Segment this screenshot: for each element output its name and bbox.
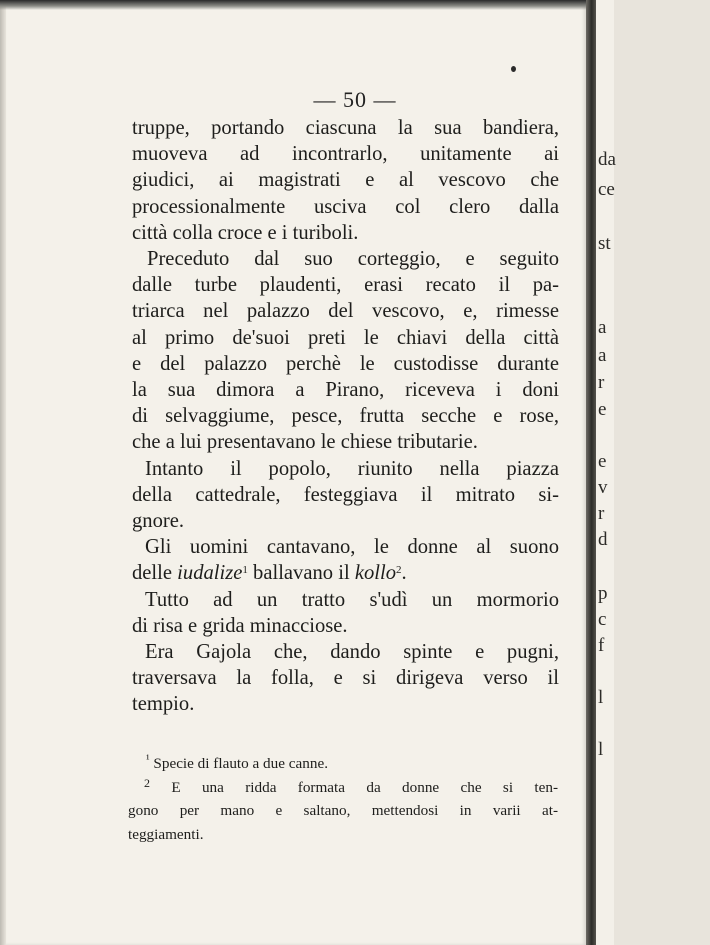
footnote-text-line: teggiamenti. (128, 825, 204, 843)
text-fragment: . (401, 562, 407, 585)
footnote-1 (128, 752, 558, 776)
text-line: città colla croce e i turiboli. (132, 221, 359, 244)
facing-page-text: da (598, 149, 616, 170)
text-line: la sua dimora a Pirano, riceveva i doni (132, 379, 559, 402)
footnotes (128, 752, 558, 846)
text-line: di risa e grida minacciose. (132, 614, 348, 637)
footnote-mark-1: ¹ (146, 752, 150, 766)
text-line: dalle turbe plaudenti, erasi recato il pa- (132, 274, 559, 297)
text-line: muoveva ad incontrarlo, unitamente ai (132, 143, 559, 166)
page-number: — 50 — (313, 87, 397, 112)
text-line: al primo de'suoi preti le chiavi della città (132, 326, 559, 349)
facing-page-text: r (598, 503, 605, 524)
footnote-2 (128, 776, 558, 800)
italic-term-iudalize: iudalize (177, 562, 243, 585)
text-line: tempio. (132, 693, 195, 716)
text-line: che a lui presentavano le chiese tributarie. (132, 431, 478, 454)
text-fragment: delle (132, 562, 178, 585)
text-fragment: ballavano il (247, 562, 355, 585)
facing-page-text: e (598, 451, 607, 472)
facing-page-fragment (596, 0, 614, 945)
text-line: truppe, portando ciascuna la sua bandiera, (132, 117, 559, 139)
facing-page-text: f (598, 635, 605, 656)
book-gutter (586, 0, 596, 945)
facing-page-text: st (598, 233, 611, 254)
footnote-text: Specie di flauto a due canne. (153, 755, 328, 772)
text-line: di selvaggiume, pesce, frutta secche e rose, (132, 405, 559, 428)
text-line (132, 560, 559, 586)
facing-page-text: a (598, 317, 607, 338)
text-line: e del palazzo perchè le custodisse durante (132, 352, 559, 375)
facing-page-text: ce (598, 179, 615, 200)
footnote-mark-2: 2 (144, 775, 150, 790)
facing-page-text: d (598, 529, 608, 550)
text-line: Era Gajola che, dando spinte e pugni, (145, 641, 559, 664)
text-line: Intanto il popolo, riunito nella piazza (145, 457, 559, 480)
facing-page-text: l (598, 687, 604, 708)
italic-term-kollo: kollo (354, 562, 397, 585)
footnote-ref-1: 1 (242, 564, 248, 577)
facing-page-text: e (598, 399, 607, 420)
ink-speck (511, 66, 516, 72)
text-line: traversava la folla, e si dirigeva verso il (132, 667, 559, 690)
text-line: giudici, ai magistrati e al vescovo che (132, 169, 559, 192)
text-line: Tutto ad un tratto s'udì un mormorio (145, 588, 559, 611)
body-text (132, 115, 559, 718)
text-line: Preceduto dal suo corteggio, e seguito (147, 248, 559, 271)
facing-page-text: c (598, 609, 607, 630)
page-top-edge (0, 0, 614, 10)
footnote-text-line: gono per mano e saltano, mettendosi in varii at- (128, 802, 558, 819)
text-line: gnore. (132, 510, 185, 533)
facing-page-text: a (598, 345, 607, 366)
text-line: della cattedrale, festeggiava il mitrato si- (132, 483, 559, 506)
text-line: triarca nel palazzo del vescovo, e, rimesse (132, 300, 559, 323)
facing-page-text: r (598, 372, 605, 393)
facing-page-text: l (598, 739, 604, 760)
footnote-ref-2: 2 (396, 564, 402, 577)
facing-page-text: p (598, 583, 608, 604)
facing-page-text: v (598, 477, 608, 498)
footnote-text: E una ridda formata da donne che si ten- (171, 778, 558, 796)
text-line: processionalmente usciva col clero dalla (132, 195, 559, 218)
text-line: Gli uomini cantavano, le donne al suono (145, 536, 559, 559)
